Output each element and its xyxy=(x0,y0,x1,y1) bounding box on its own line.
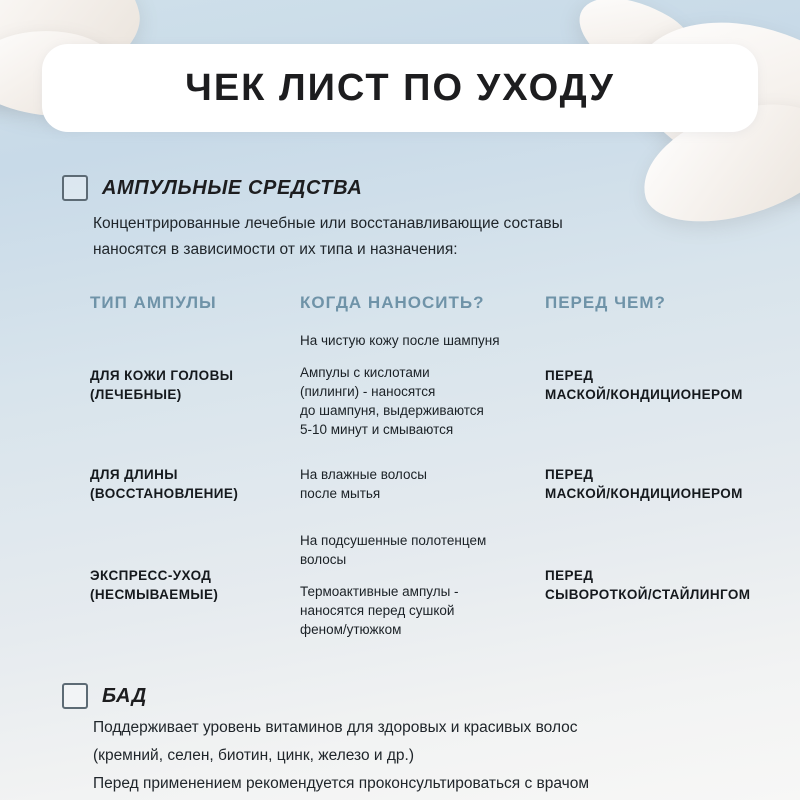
content xyxy=(0,175,800,797)
table-row xyxy=(90,331,760,439)
row-when-line: На влажные волосы после мытья xyxy=(300,467,427,501)
page-title: ЧЕК ЛИСТ ПО УХОДУ xyxy=(185,66,615,109)
table-header-when: КОГДА НАНОСИТЬ? xyxy=(300,293,485,312)
section-ampoules-intro-line-2: наносятся в зависимости от их типа и назначения: xyxy=(93,241,458,258)
row-type: ДЛЯ ДЛИНЫ (ВОССТАНОВЛЕНИЕ) xyxy=(90,467,239,501)
checkbox-bad[interactable] xyxy=(62,683,88,709)
row-when-line: На чистую кожу после шампуня xyxy=(300,333,500,348)
title-card xyxy=(42,44,758,132)
table-row xyxy=(90,465,760,503)
checkbox-ampoules[interactable] xyxy=(62,175,88,201)
table-header-row xyxy=(90,293,760,313)
section-bad-line: Поддерживает уровень витаминов для здоровых и красивых волос xyxy=(93,719,578,736)
section-ampoules-header xyxy=(0,175,800,201)
section-ampoules-title: АМПУЛЬНЫЕ СРЕДСТВА xyxy=(102,176,363,199)
row-when xyxy=(300,531,545,639)
row-before: ПЕРЕД МАСКОЙ/КОНДИЦИОНЕРОМ xyxy=(545,368,743,402)
table-header-before: ПЕРЕД ЧЕМ? xyxy=(545,293,666,312)
table-header-type: ТИП АМПУЛЫ xyxy=(90,293,217,312)
row-type: ДЛЯ КОЖИ ГОЛОВЫ (ЛЕЧЕБНЫЕ) xyxy=(90,368,234,402)
row-when-line: Термоактивные ампулы - наносятся перед сушкой феном/утюжком xyxy=(300,584,459,637)
row-type: ЭКСПРЕСС-УХОД (НЕСМЫВАЕМЫЕ) xyxy=(90,568,219,602)
row-when xyxy=(300,465,545,503)
row-when-line: Ампулы с кислотами (пилинги) - наносятся до шампуня, выдерживаются 5-10 минут и смываются xyxy=(300,365,484,437)
section-ampoules-intro-line-1: Концентрированные лечебные или восстанавливающие составы xyxy=(93,215,563,232)
section-bad-title: БАД xyxy=(102,684,147,707)
section-ampoules-intro xyxy=(0,211,800,263)
section-bad-text xyxy=(0,715,800,797)
row-when-line: На подсушенные полотенцем волосы xyxy=(300,533,487,567)
section-bad-line: (кремний, селен, биотин, цинк, железо и др.) xyxy=(93,747,415,764)
section-bad-line: Перед применением рекомендуется проконсультироваться с врачом xyxy=(93,775,590,792)
row-before: ПЕРЕД СЫВОРОТКОЙ/СТАЙЛИНГОМ xyxy=(545,568,751,602)
table-body xyxy=(90,331,760,639)
table-row xyxy=(90,531,760,639)
ampoule-table xyxy=(0,293,800,639)
row-before: ПЕРЕД МАСКОЙ/КОНДИЦИОНЕРОМ xyxy=(545,467,743,501)
row-when xyxy=(300,331,545,439)
section-bad-header xyxy=(0,683,800,709)
